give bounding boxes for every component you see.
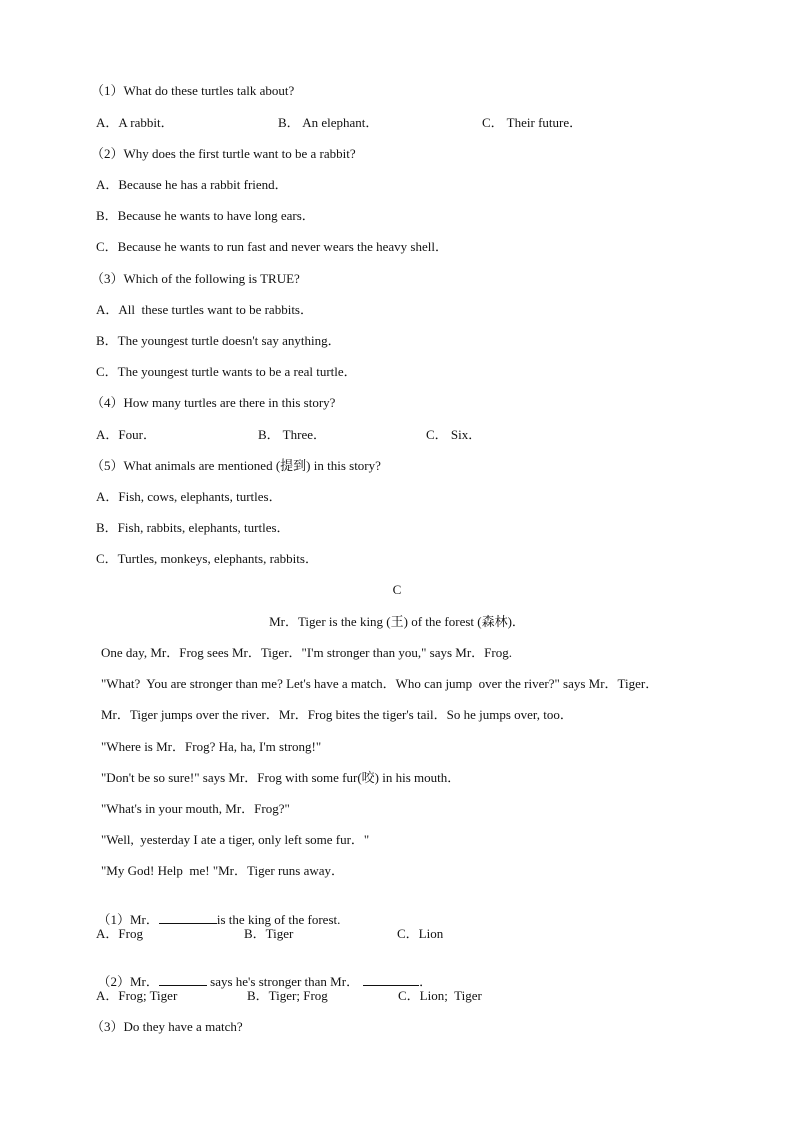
c-question-1 — [91, 895, 340, 928]
c-question-1-suffix: is the king of the forest. — [216, 912, 341, 927]
passage-paragraph: "Where is Mr．Frog? Ha, ha, I'm strong!" — [101, 739, 322, 754]
answer-blank — [159, 973, 207, 986]
question-1-option-c: C． Their future． — [482, 115, 583, 130]
c-question-3-text: （3）Do they have a match? — [91, 1019, 243, 1034]
question-4-option-b: B． Three． — [258, 427, 326, 442]
c-question-1-option-c: C．Lion — [397, 926, 444, 941]
c-question-2 — [91, 957, 432, 990]
c-question-2-middle: says he's stronger than Mr． — [206, 974, 360, 989]
question-1-option-a: A．A rabbit． — [96, 115, 174, 130]
question-5-text: （5）What animals are mentioned (提到) in this story? — [91, 458, 381, 473]
c-question-2-option-c: C．Lion; Tiger — [398, 988, 482, 1003]
passage-paragraph: "What's in your mouth, Mr．Frog?" — [101, 801, 290, 816]
c-question-2-prefix: （2）Mr． — [97, 974, 159, 989]
question-5-option-b: B．Fish, rabbits, elephants, turtles． — [96, 520, 290, 535]
c-question-1-option-a: A．Frog — [96, 926, 143, 941]
question-2-option-a: A．Because he has a rabbit friend． — [96, 177, 288, 192]
section-letter: C — [392, 582, 402, 597]
c-question-2-option-b: B．Tiger; Frog — [247, 988, 328, 1003]
question-3-option-a: A．All these turtles want to be rabbits． — [96, 302, 313, 317]
c-question-1-prefix: （1）Mr． — [97, 912, 159, 927]
passage-paragraph: "My God! Help me! "Mr．Tiger runs away． — [101, 863, 345, 878]
question-2-option-b: B．Because he wants to have long ears． — [96, 208, 315, 223]
passage-paragraph: "What? You are stronger than me? Let's have a match．Who can jump over the river?" says Mr．Tiger． — [101, 676, 659, 691]
c-question-1-option-b: B．Tiger — [244, 926, 294, 941]
question-3-option-b: B．The youngest turtle doesn't say anything． — [96, 333, 341, 348]
question-2-text: （2）Why does the first turtle want to be a rabbit? — [91, 146, 356, 161]
question-1-option-b: B． An elephant． — [278, 115, 379, 130]
passage-paragraph: Mr．Tiger jumps over the river．Mr．Frog bites the tiger's tail．So he jumps over, too． — [101, 707, 573, 722]
answer-blank — [159, 911, 217, 924]
question-3-text: （3）Which of the following is TRUE? — [91, 271, 300, 286]
c-question-2-option-a: A．Frog; Tiger — [96, 988, 178, 1003]
passage-paragraph: One day, Mr．Frog sees Mr．Tiger．"I'm stronger than you," says Mr．Frog. — [101, 645, 512, 660]
question-4-option-c: C． Six． — [426, 427, 482, 442]
passage-paragraph: "Don't be so sure!" says Mr．Frog with some fur(咬) in his mouth． — [101, 770, 461, 785]
question-4-option-a: A．Four． — [96, 427, 156, 442]
c-question-2-suffix: ． — [419, 974, 433, 989]
question-3-option-c: C．The youngest turtle wants to be a real turtle． — [96, 364, 357, 379]
question-2-option-c: C．Because he wants to run fast and never wears the heavy shell． — [96, 239, 448, 254]
question-5-option-a: A．Fish, cows, elephants, turtles． — [96, 489, 282, 504]
question-5-option-c: C．Turtles, monkeys, elephants, rabbits． — [96, 551, 318, 566]
question-4-text: （4）How many turtles are there in this story? — [91, 395, 336, 410]
question-1-text: （1）What do these turtles talk about? — [91, 83, 295, 98]
answer-blank — [363, 973, 419, 986]
passage-paragraph: "Well, yesterday I ate a tiger, only left some fur．" — [101, 832, 370, 847]
passage-title: Mr．Tiger is the king (王) of the forest (森林)． — [269, 614, 525, 629]
